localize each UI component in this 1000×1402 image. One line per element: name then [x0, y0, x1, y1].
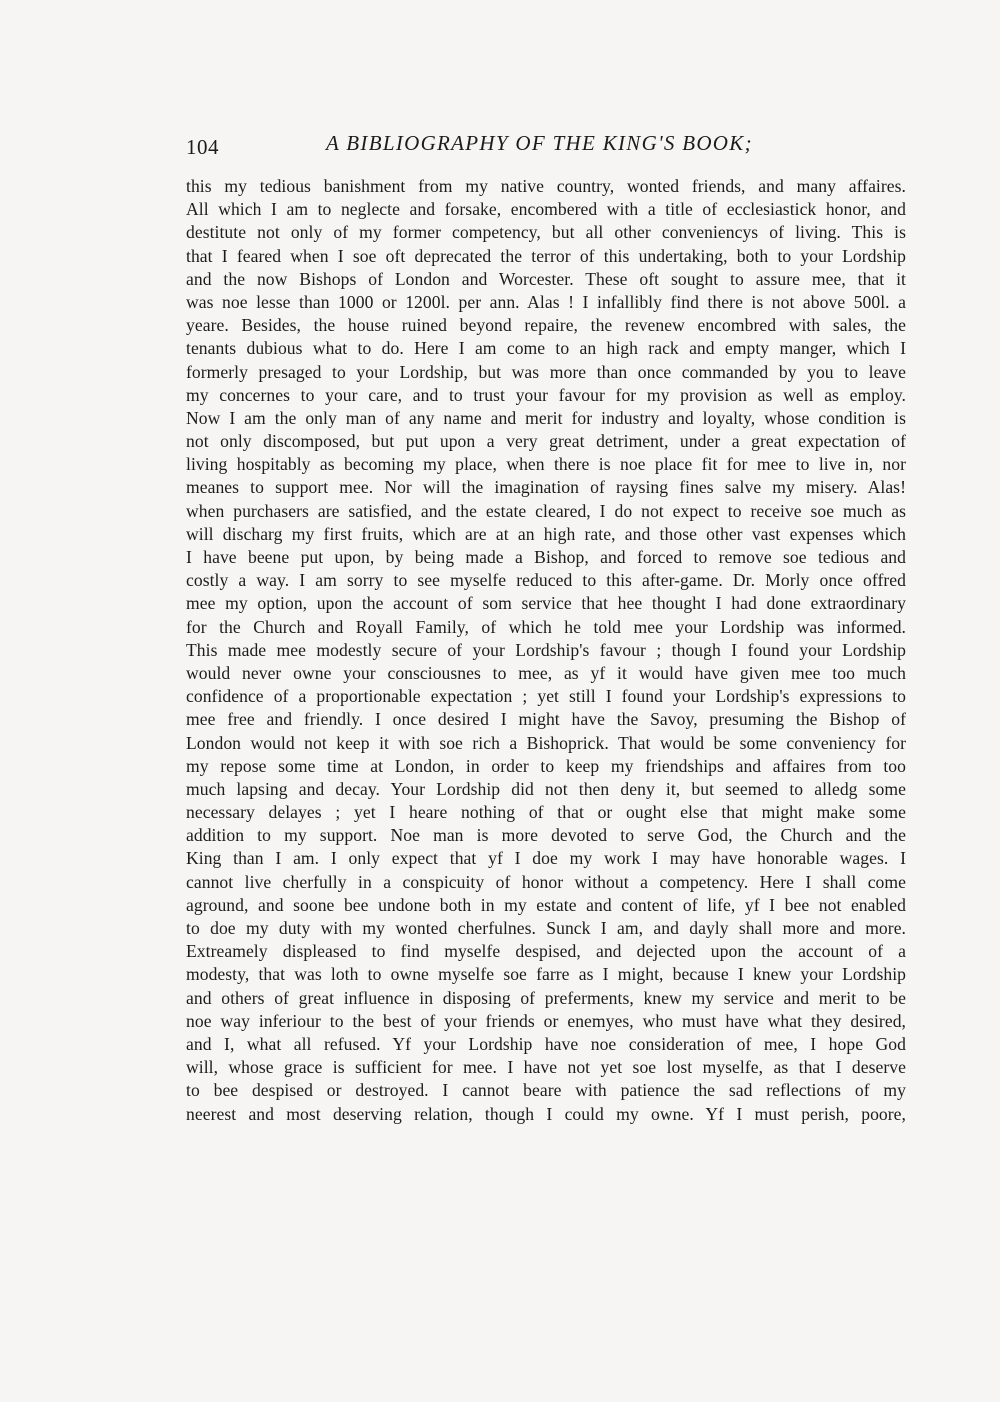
text-line: neerest and most deserving relation, though I could my owne. Yf I must perish, poore,: [186, 1103, 906, 1124]
text-line: meanes to support mee. Nor will the imagination of raysing fines salve my misery. Alas!: [186, 477, 906, 498]
text-line: and others of great influence in disposing of preferments, knew my service and merit to be: [186, 987, 906, 1008]
text-line: living hospitably as becoming my place, when there is noe place fit for mee to live in, nor: [186, 454, 906, 475]
text-line: London would not keep it with soe rich a Bishoprick. That would be some conveniency for: [186, 732, 906, 753]
running-title: A BIBLIOGRAPHY OF THE KING'S BOOK;: [326, 131, 753, 155]
text-line: mee free and friendly. I once desired I might have the Savoy, presuming the Bishop of: [186, 709, 906, 730]
text-line: my repose some time at London, in order to keep my friendships and affaires from too: [186, 755, 906, 776]
text-line: Now I am the only man of any name and merit for industry and loyalty, whose condition is: [186, 407, 906, 428]
body-text: [186, 175, 906, 1126]
text-line: formerly presaged to your Lordship, but was more than once commanded by you to leave: [186, 361, 906, 382]
text-line: necessary delayes ; yet I heare nothing of that or ought else that might make some: [186, 802, 906, 823]
text-line: cannot live cherfully in a conspicuity of honor without a competency. Here I shall come: [186, 871, 906, 892]
text-line: will discharg my first fruits, which are at an high rate, and those other vast expenses which: [186, 523, 906, 544]
text-line: All which I am to neglecte and forsake, encombered with a title of ecclesiastick honor, and: [186, 199, 906, 220]
text-line: and I, what all refused. Yf your Lordship have noe consideration of mee, I hope God: [186, 1033, 906, 1054]
text-line: to doe my duty with my wonted cherfulnes. Sunck I am, and dayly shall more and more.: [186, 918, 906, 938]
text-line: to bee despised or destroyed. I cannot beare with patience the sad reflections of my: [186, 1080, 906, 1101]
text-line: King than I am. I only expect that yf I doe my work I may have honorable wages. I: [186, 848, 906, 869]
text-line: confidence of a proportionable expectation ; yet still I found your Lordship's expressions to: [186, 686, 906, 707]
text-line: was noe lesse than 1000 or 1200l. per ann. Alas ! I infallibly find there is not above 500l. a: [186, 291, 906, 312]
text-line: aground, and soone bee undone both in my estate and content of life, yf I bee not enabled: [186, 894, 906, 915]
text-line: this my tedious banishment from my native country, wonted friends, and many affaires.: [186, 176, 906, 196]
text-line: when purchasers are satisfied, and the estate cleared, I do not expect to receive soe much as: [186, 500, 906, 521]
text-line: that I feared when I soe oft deprecated the terror of this undertaking, both to your Lordship: [186, 245, 906, 266]
text-line: would never owne your consciousnes to mee, as yf it would have given mee too much: [186, 662, 906, 683]
text-line: will, whose grace is sufficient for mee. I have not yet soe lost myselfe, as that I deserve: [186, 1057, 906, 1078]
text-line: not only discomposed, but put upon a very great detriment, under a great expectation of: [186, 431, 906, 452]
text-line: costly a way. I am sorry to see myselfe reduced to this after-game. Dr. Morly once offred: [186, 570, 906, 591]
text-line: destitute not only of my former competency, but all other conveniencys of living. This is: [186, 222, 906, 243]
text-line: modesty, that was loth to owne myselfe soe farre as I might, because I knew your Lordship: [186, 964, 906, 985]
text-line: much lapsing and decay. Your Lordship did not then deny it, but seemed to alledg some: [186, 778, 906, 799]
text-line: mee my option, upon the account of som service that hee thought I had done extraordinary: [186, 593, 906, 614]
text-line: I have beene put upon, by being made a Bishop, and forced to remove soe tedious and: [186, 547, 906, 567]
text-line: yeare. Besides, the house ruined beyond repaire, the revenew encombred with sales, the: [186, 315, 906, 336]
text-line: noe way inferiour to the best of your friends or enemyes, who must have what they desired,: [186, 1010, 906, 1031]
running-head: [186, 131, 906, 161]
page-number: 104: [186, 135, 219, 159]
text-line: addition to my support. Noe man is more devoted to serve God, the Church and the: [186, 825, 906, 846]
text-line: and the now Bishops of London and Worcester. These oft sought to assure mee, that it: [186, 268, 906, 289]
text-line: tenants dubious what to do. Here I am come to an high rack and empty manger, which I: [186, 338, 906, 359]
text-line: This made mee modestly secure of your Lordship's favour ; though I found your Lordship: [186, 639, 906, 660]
text-line: my concernes to your care, and to trust your favour for my provision as well as employ.: [186, 384, 906, 405]
text-line: Extreamely displeased to find myselfe despised, and dejected upon the account of a: [186, 941, 906, 962]
text-line: for the Church and Royall Family, of which he told mee your Lordship was informed.: [186, 616, 906, 637]
